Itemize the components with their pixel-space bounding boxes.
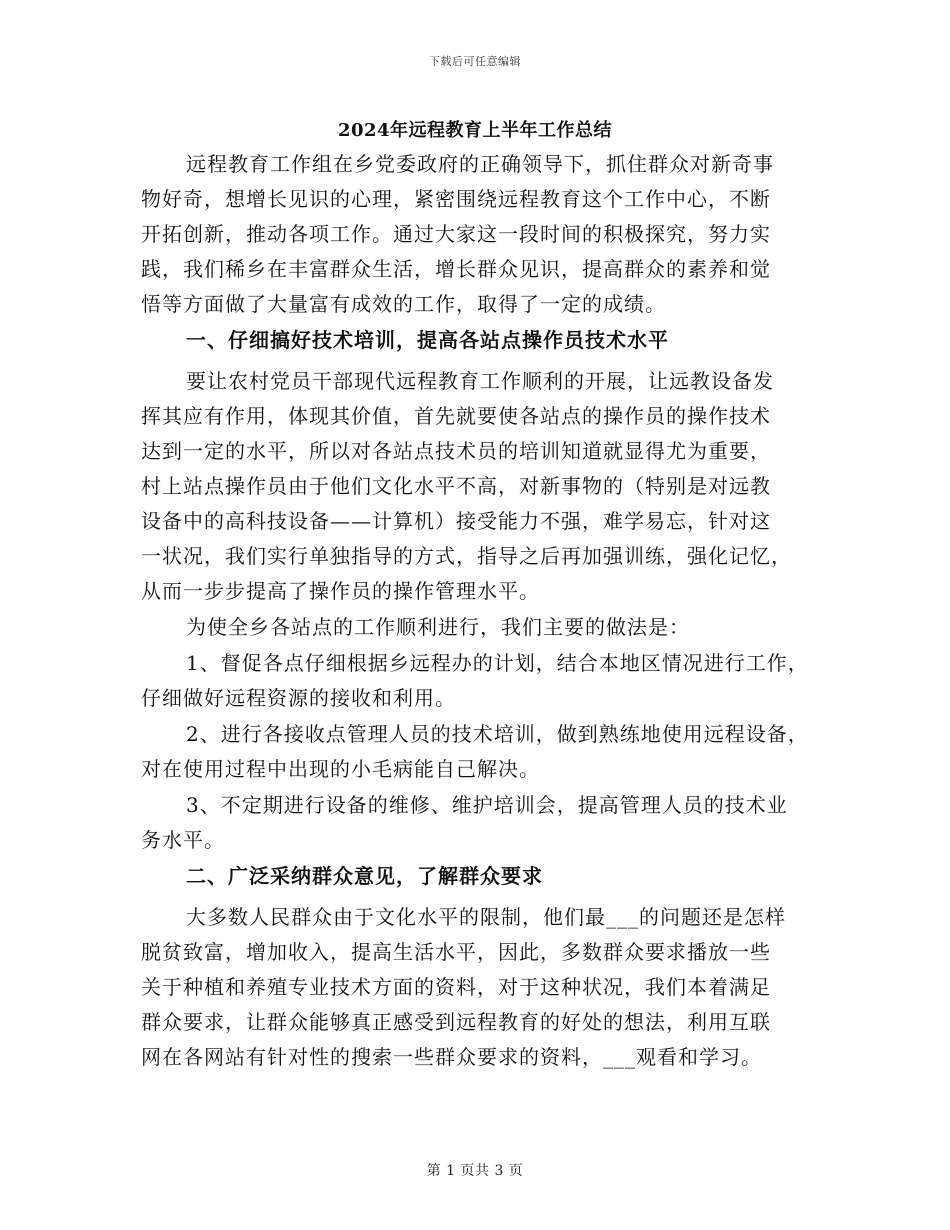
paragraph-line: 要让农村党员干部现代远程教育工作顺利的开展，让远教设备发: [186, 369, 774, 393]
paragraph-line: 从而一步步提高了操作员的操作管理水平。: [141, 579, 540, 603]
paragraph: [141, 790, 821, 855]
paragraph-line: 网在各网站有针对性的搜索一些群众要求的资料，___观看和学习。: [141, 1045, 762, 1069]
paragraph-line: 2、进行各接收点管理人员的技术培训，做到熟练地使用远程设备，: [186, 722, 809, 746]
paragraph-line: 村上站点操作员由于他们文化水平不高，对新事物的（特别是对远教: [141, 474, 771, 498]
paragraph-line: 对在使用过程中出现的小毛病能自己解决。: [141, 757, 540, 781]
paragraph-line: 悟等方面做了大量富有成效的工作，取得了一定的成绩。: [141, 292, 666, 316]
paragraph-line: 一状况，我们实行单独指导的方式，指导之后再加强训练，强化记忆，: [141, 544, 792, 568]
paragraph-line: 脱贫致富，增加收入，提高生活水平，因此，多数群众要求播放一些: [141, 940, 771, 964]
section-heading: 一、仔细搞好技术培训，提高各站点操作员技术水平: [186, 328, 669, 352]
paragraph-line: 大多数人民群众由于文化水平的限制，他们最___的问题还是怎样: [186, 905, 786, 929]
paragraph-line: 仔细做好远程资源的接收和利用。: [141, 686, 456, 710]
paragraph: [141, 719, 821, 784]
paragraph-line: 为使全乡各站点的工作顺利进行，我们主要的做法是：: [186, 615, 690, 639]
paragraph-line: 群众要求，让群众能够真正感受到远程教育的好处的想法，利用互联: [141, 1010, 771, 1034]
paragraph: [141, 149, 821, 319]
paragraph-line: 设备中的高科技设备——计算机）接受能力不强，难学易忘，针对这: [141, 509, 771, 533]
paragraph-line: 远程教育工作组在乡党委政府的正确领导下，抓住群众对新奇事: [186, 152, 774, 176]
paragraph: [141, 366, 821, 606]
page-header: 下载后可任意编辑: [429, 55, 521, 68]
page-footer: 第 1 页共 3 页: [426, 1163, 524, 1179]
document-title: 2024年远程教育上半年工作总结: [337, 120, 613, 141]
document-body: [141, 149, 821, 1078]
paragraph-line: 挥其应有作用，体现其价值，首先就要使各站点的操作员的操作技术: [141, 404, 771, 428]
paragraph: [141, 612, 821, 642]
paragraph-line: 践，我们稀乡在丰富群众生活，增长群众见识，提高群众的素养和觉: [141, 257, 771, 281]
paragraph: [141, 648, 821, 713]
paragraph-line: 1、督促各点仔细根据乡远程办的计划，结合本地区情况进行工作，: [186, 651, 809, 675]
paragraph: [141, 902, 821, 1072]
paragraph-line: 达到一定的水平，所以对各站点技术员的培训知道就显得尤为重要，: [141, 439, 771, 463]
paragraph-line: 关于种植和养殖专业技术方面的资料，对于这种状况，我们本着满足: [141, 975, 771, 999]
section-heading: 二、广泛采纳群众意见，了解群众要求: [186, 864, 543, 888]
paragraph-line: 开拓创新，推动各项工作。通过大家这一段时间的积极探究，努力实: [141, 222, 771, 246]
paragraph-line: 物好奇，想增长见识的心理，紧密围绕远程教育这个工作中心，不断: [141, 187, 771, 211]
paragraph-line: 3、不定期进行设备的维修、维护培训会，提高管理人员的技术业: [186, 793, 788, 817]
paragraph-line: 务水平。: [141, 828, 225, 852]
